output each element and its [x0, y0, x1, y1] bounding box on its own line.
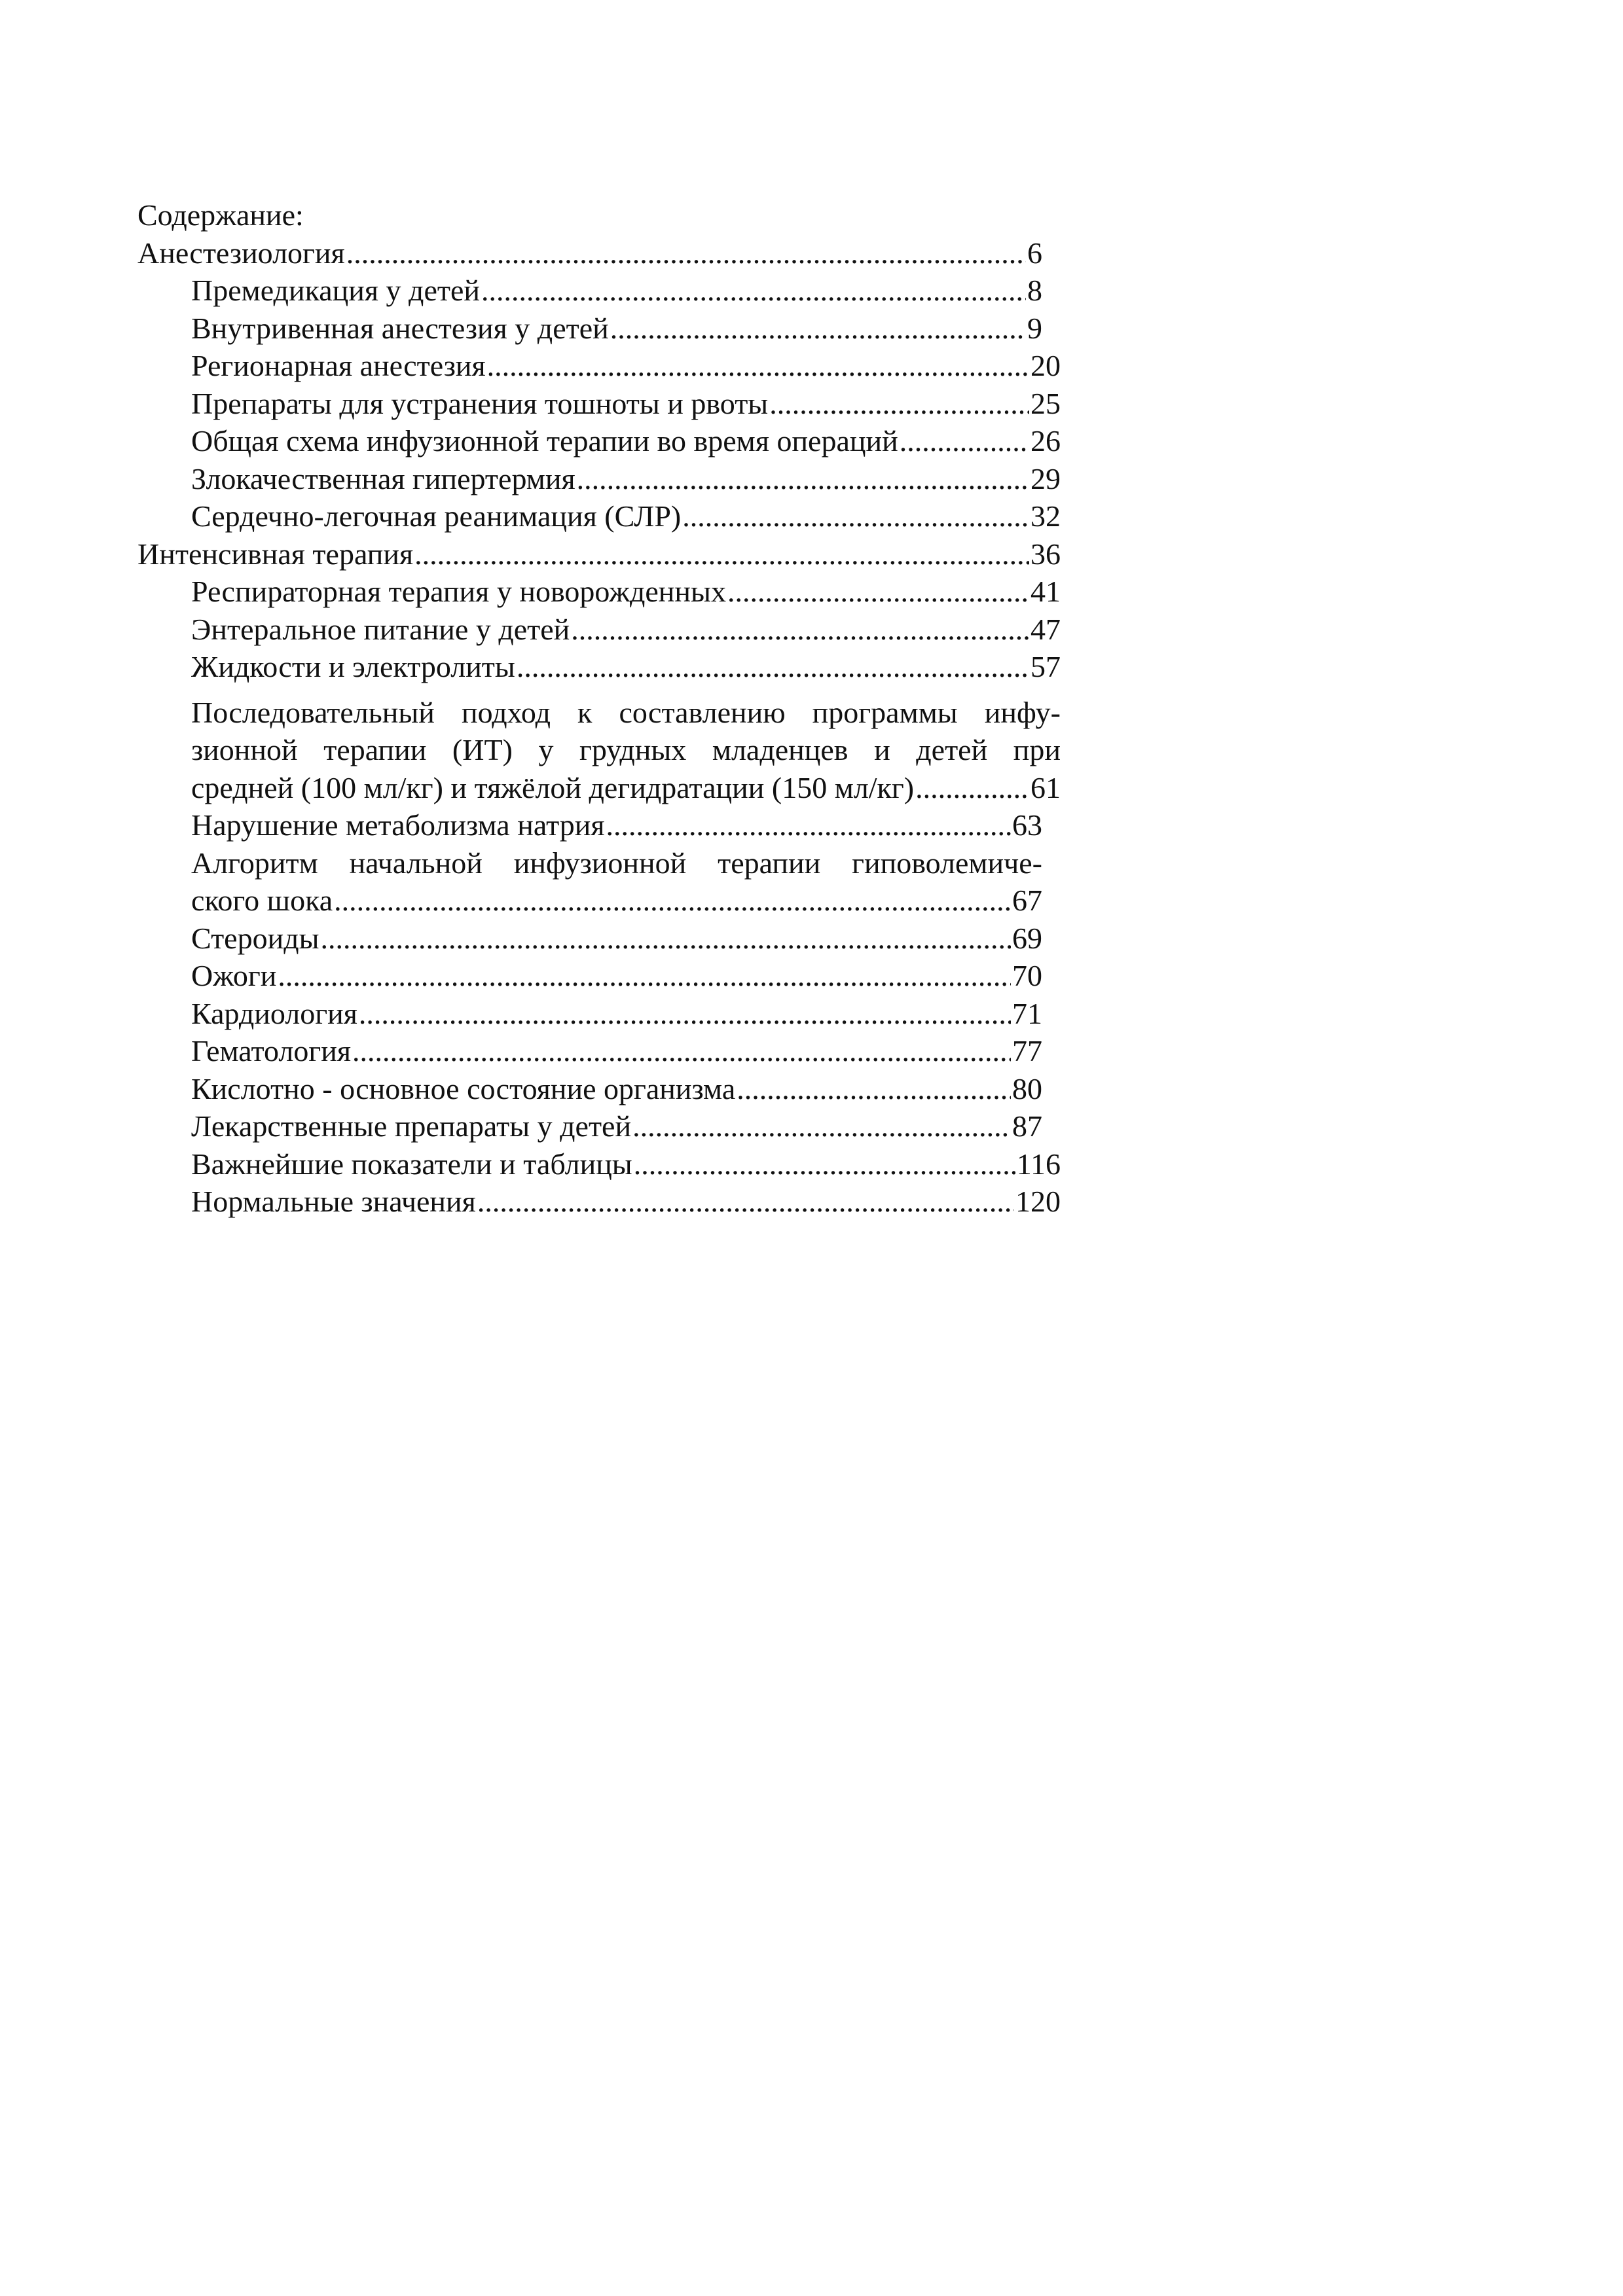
dot-leader [571, 611, 1029, 649]
toc-entry-title-line: зионной терапии (ИТ) у грудных младенцев и детей при [191, 733, 1061, 766]
toc-entry-fluids-electrolytes[interactable] [137, 648, 1061, 686]
dot-leader [352, 1032, 1011, 1070]
toc-entry-title: Анестезиология [137, 236, 345, 270]
dot-leader [359, 995, 1011, 1033]
toc-entry-title: Интенсивная терапия [137, 537, 414, 571]
toc-entry-page: 70 [1012, 959, 1042, 992]
dot-leader [769, 385, 1029, 423]
dot-leader [737, 1070, 1011, 1108]
toc-entry-title: Респираторная терапия у новорожденных [191, 575, 726, 608]
toc-entry-page: 61 [1030, 770, 1061, 804]
dot-leader [517, 648, 1029, 686]
toc-entry-page: 80 [1012, 1071, 1042, 1105]
dot-leader [414, 535, 1029, 573]
toc-entry-page: 32 [1030, 499, 1061, 533]
toc-entry-title: Нормальные значения [191, 1185, 476, 1218]
dot-leader [346, 234, 1026, 272]
table-of-contents [137, 196, 1061, 1221]
toc-entry-title-line: Алгоритм начальной инфузионной терапии гиповолемиче- [191, 846, 1042, 880]
toc-entry-cpr[interactable] [137, 497, 1061, 535]
toc-entry-page: 77 [1012, 1034, 1042, 1067]
toc-entry-acid-base[interactable] [137, 1070, 1061, 1108]
toc-entry-neonatal-respiratory[interactable] [137, 573, 1061, 611]
toc-entry-page: 6 [1027, 236, 1042, 270]
toc-entry-title-line: Последовательный подход к составлению программы инфу- [191, 695, 1061, 729]
toc-entry-page: 69 [1012, 921, 1042, 955]
dot-leader [900, 422, 1029, 460]
toc-entry-title: Общая схема инфузионной терапии во время операций [191, 424, 898, 457]
toc-entry-sodium-metabolism[interactable] [137, 806, 1061, 844]
toc-entry-page: 9 [1027, 311, 1042, 345]
dot-leader [634, 1145, 1015, 1183]
toc-entry-page: 57 [1030, 650, 1061, 683]
dot-leader [487, 347, 1029, 385]
toc-entry-title: Ожоги [191, 959, 277, 992]
toc-entry-title-line: ского шока [191, 884, 333, 917]
dot-leader [682, 497, 1029, 535]
dot-leader [915, 769, 1029, 807]
toc-entry-premedication[interactable] [137, 272, 1061, 310]
toc-entry-pediatric-drugs[interactable] [137, 1107, 1061, 1145]
dot-leader [577, 460, 1029, 498]
toc-entry-title: Кардиология [191, 996, 357, 1030]
dot-leader [278, 957, 1011, 995]
toc-entry-title: Внутривенная анестезия у детей [191, 311, 609, 345]
toc-entry-page: 20 [1030, 349, 1061, 382]
toc-entry-title: Препараты для устранения тошноты и рвоты [191, 386, 769, 420]
dot-leader [477, 1183, 1014, 1221]
toc-entry-title: Сердечно-легочная реанимация (СЛР) [191, 499, 682, 533]
toc-entry-page: 116 [1016, 1147, 1061, 1181]
dot-leader [481, 272, 1026, 310]
toc-entry-page: 36 [1030, 537, 1061, 571]
toc-entry-title: Жидкости и электролиты [191, 650, 515, 683]
dot-leader [606, 806, 1011, 844]
toc-entry-infusion-scheme[interactable] [137, 422, 1061, 460]
toc-entry-key-indicators[interactable] [137, 1145, 1061, 1183]
toc-entry-title: Лекарственные препараты у детей [191, 1109, 632, 1143]
toc-entry-title: Важнейшие показатели и таблицы [191, 1147, 632, 1181]
toc-entry-dehydration-infusion-program[interactable] [137, 694, 1061, 807]
toc-heading: Содержание: [137, 198, 304, 232]
toc-entry-page: 25 [1030, 386, 1061, 420]
toc-entry-title-line: средней (100 мл/кг) и тяжёлой дегидратации (150 мл/кг) [191, 770, 915, 804]
toc-entry-title: Стероиды [191, 921, 319, 955]
toc-entry-page: 41 [1030, 575, 1061, 608]
toc-entry-title: Кислотно - основное состояние организма [191, 1071, 736, 1105]
dot-leader [632, 1107, 1011, 1145]
toc-entry-hematology[interactable] [137, 1032, 1061, 1070]
toc-entry-steroids[interactable] [137, 920, 1061, 958]
toc-entry-title: Нарушение метаболизма натрия [191, 808, 605, 842]
dot-leader [610, 310, 1026, 348]
toc-entry-normal-values[interactable] [137, 1183, 1061, 1221]
toc-entry-page: 47 [1030, 612, 1061, 646]
toc-entry-page: 26 [1030, 424, 1061, 457]
dot-leader [727, 573, 1029, 611]
toc-entry-page: 120 [1015, 1185, 1061, 1218]
toc-entry-malignant-hyperthermia[interactable] [137, 460, 1061, 498]
toc-entry-page: 29 [1030, 461, 1061, 495]
toc-entry-hypovolemic-shock-algorithm[interactable] [137, 844, 1061, 920]
toc-entry-title: Регионарная анестезия [191, 349, 486, 382]
toc-entry-intensive-care[interactable] [137, 535, 1061, 573]
toc-entry-burns[interactable] [137, 957, 1061, 995]
dot-leader [334, 882, 1011, 920]
toc-entry-iv-anesthesia[interactable] [137, 310, 1061, 348]
toc-entry-title: Премедикация у детей [191, 274, 480, 307]
dot-leader [321, 920, 1011, 958]
toc-entry-page: 8 [1027, 274, 1042, 307]
toc-entry-regional-anesthesia[interactable] [137, 347, 1061, 385]
toc-entry-anesthesiology[interactable] [137, 234, 1061, 272]
toc-entry-page: 63 [1012, 808, 1042, 842]
toc-entry-enteral-nutrition[interactable] [137, 611, 1061, 649]
toc-entry-page: 87 [1012, 1109, 1042, 1143]
toc-entry-page: 71 [1012, 996, 1042, 1030]
toc-entry-page: 67 [1012, 884, 1042, 917]
toc-entry-cardiology[interactable] [137, 995, 1061, 1033]
toc-entry-title: Гематология [191, 1034, 352, 1067]
toc-entry-antiemetics[interactable] [137, 385, 1061, 423]
toc-entry-title: Энтеральное питание у детей [191, 612, 570, 646]
toc-entry-title: Злокачественная гипертермия [191, 461, 575, 495]
